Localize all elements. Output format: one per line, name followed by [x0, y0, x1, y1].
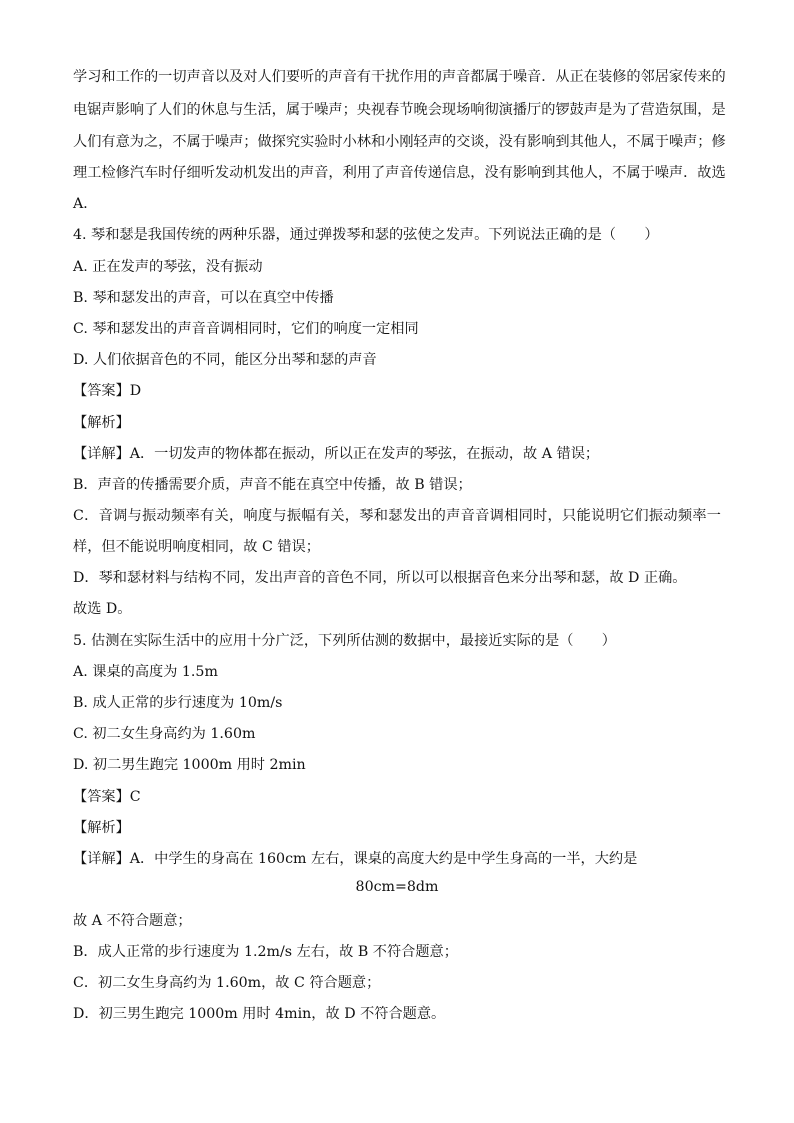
q4-analysis-label: 【解析】: [73, 415, 130, 431]
intro-line-4: 理工检修汽车时仔细听发动机发出的声音，利用了声音传递信息，没有影响到其他人，不属于噪声．故选: [73, 165, 726, 181]
intro-line-3: 人们有意为之，不属于噪声；做探究实验时小林和小刚轻声的交谈，没有影响到其他人，不属于噪声；修: [73, 134, 726, 150]
q4-option-c: C. 琴和瑟发出的声音音调相同时，它们的响度一定相同: [73, 321, 419, 337]
q4-conclusion: 故选 D。: [73, 601, 132, 617]
q4-detail-line-1: 【详解】A．一切发声的物体都在振动，所以正在发声的琴弦，在振动，故 A 错误；: [73, 446, 600, 462]
q5-answer: 【答案】C: [73, 789, 141, 805]
q5-analysis-label: 【解析】: [73, 820, 130, 836]
q4-option-b: B. 琴和瑟发出的声音，可以在真空中传播: [73, 290, 334, 306]
q4-option-a: A. 正在发声的琴弦，没有振动: [73, 259, 263, 275]
q5-formula: 80cm=8dm: [355, 879, 439, 895]
intro-line-1: 学习和工作的一切声音以及对人们要听的声音有干扰作用的声音都属于噪音．从正在装修的邻居家传来的: [73, 69, 726, 85]
q5-detail-line-2: 故 A 不符合题意；: [73, 913, 192, 929]
q4-detail-line-5: D．琴和瑟材料与结构不同，发出声音的音色不同，所以可以根据音色来分出琴和瑟，故 D 正确。: [73, 570, 687, 586]
intro-line-2: 电锯声影响了人们的休息与生活，属于噪声；央视春节晚会现场响彻演播厅的锣鼓声是为了营造氛围，是: [73, 102, 726, 118]
q4-answer: 【答案】D: [73, 383, 142, 399]
q5-option-d: D. 初二男生跑完 1000m 用时 2min: [73, 757, 306, 773]
q4-detail-line-4: 样，但不能说明响度相同，故 C 错误；: [73, 539, 320, 555]
q5-stem: 5. 估测在实际生活中的应用十分广泛，下列所估测的数据中，最接近实际的是（ ）: [73, 633, 616, 649]
q5-detail-line-4: C．初二女生身高约为 1.60m，故 C 符合题意；: [73, 975, 381, 991]
q5-option-c: C. 初二女生身高约为 1.60m: [73, 726, 256, 742]
q4-stem: 4. 琴和瑟是我国传统的两种乐器，通过弹拨琴和瑟的弦使之发声。下列说法正确的是（ ）: [73, 227, 659, 243]
q4-option-d: D. 人们依据音色的不同，能区分出琴和瑟的声音: [73, 352, 377, 368]
q4-detail-line-3: C．音调与振动频率有关，响度与振幅有关，琴和瑟发出的声音音调相同时，只能说明它们振动频率一: [73, 508, 721, 524]
q5-option-b: B. 成人正常的步行速度为 10m/s: [73, 695, 283, 711]
q5-detail-line-5: D．初三男生跑完 1000m 用时 4min，故 D 不符合题意。: [73, 1006, 446, 1022]
q5-detail-line-3: B．成人正常的步行速度为 1.2m/s 左右，故 B 不符合题意；: [73, 944, 458, 960]
q4-detail-line-2: B．声音的传播需要介质，声音不能在真空中传播，故 B 错误；: [73, 477, 472, 493]
intro-line-5: A．: [73, 196, 98, 212]
q5-detail-line-1: 【详解】A．中学生的身高在 160cm 左右，课桌的高度大约是中学生身高的一半，大约是: [73, 851, 638, 867]
q5-option-a: A. 课桌的高度为 1.5m: [73, 664, 218, 680]
